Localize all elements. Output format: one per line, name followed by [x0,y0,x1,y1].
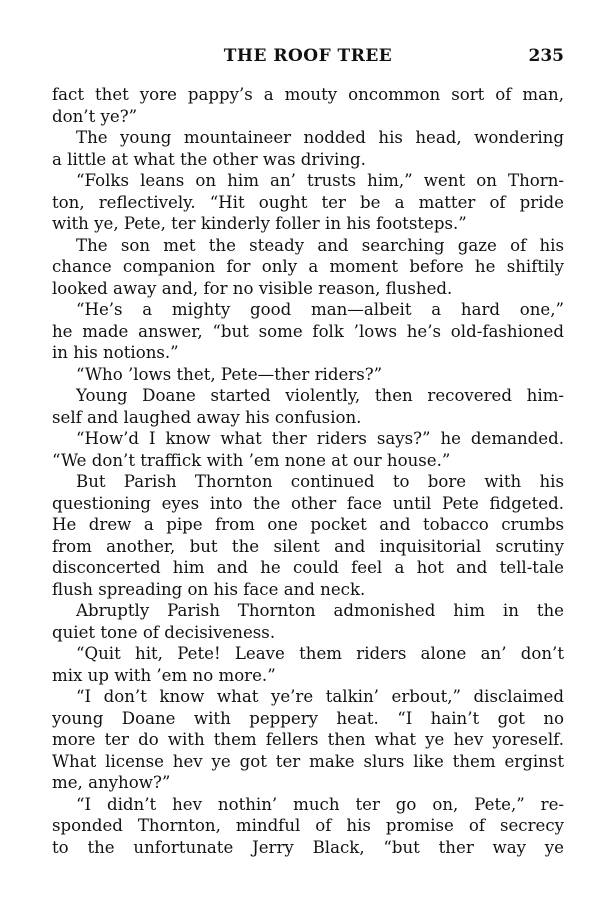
text-line: “Quit hit, Pete! Leave them riders alone an’ don’t [76,644,564,663]
text-line: a little at what the other was driving. [52,149,366,169]
text-line: looked away and, for no visible reason, flushed. [52,278,453,298]
text-line: me, anyhow?” [52,773,171,792]
text-line: “How’d I know what ther riders says?” he demanded. [76,429,564,448]
text-line: “We don’t traffick with ’em none at our house.” [52,450,451,470]
text-line: with ye, Pete, ter kinderly foller in his footsteps.” [52,214,467,233]
text-line: ton, reflectively. “Hit ought ter be a matter of pride [52,192,564,212]
text-line: young Doane with peppery heat. “I hain’t got no [52,708,564,728]
text-line: mix up with ’em no more.” [52,665,276,685]
text-line: What license hev ye got ter make slurs like them erginst [52,751,564,771]
text-line: Young Doane started violently, then recovered him- [76,386,564,405]
text-line: quiet tone of decisiveness. [52,622,276,642]
text-line: self and laughed away his confusion. [52,407,362,427]
text-line: questioning eyes into the other face until Pete fidgeted. [52,493,564,513]
text-line: The young mountaineer nodded his head, wondering [76,128,564,147]
text-line: more ter do with them fellers then what ye hev yoreself. [52,730,564,749]
text-line: “Who ’lows thet, Pete—ther riders?” [76,364,383,384]
text-line: from another, but the silent and inquisitorial scrutiny [52,536,564,556]
text-line: he made answer, “but some folk ’lows he’s old-fashioned [52,321,564,341]
running-header [52,46,564,72]
text-line: to the unfortunate Jerry Black, “but ther way ye [52,837,564,857]
body-text [52,84,564,858]
text-line: chance companion for only a moment before he shiftily [52,257,564,276]
text-line: in his notions.” [52,343,179,362]
text-line: don’t ye?” [52,106,138,126]
text-line: Abruptly Parish Thornton admonished him in the [76,601,564,620]
text-line: “I don’t know what ye’re talkin’ erbout,” disclaimed [76,687,564,706]
text-line: He drew a pipe from one pocket and tobacco crumbs [52,515,564,534]
text-line: sponded Thornton, mindful of his promise of secrecy [52,816,564,835]
page-number: 235 [528,46,564,66]
text-line: “Folks leans on him an’ trusts him,” went on Thorn- [76,171,564,190]
text-line: But Parish Thornton continued to bore with his [76,472,564,491]
text-line: “I didn’t hev nothin’ much ter go on, Pete,” re- [76,794,564,814]
text-line: The son met the steady and searching gaze of his [76,235,564,255]
running-title: THE ROOF TREE [223,46,393,66]
text-line: “He’s a mighty good man—albeit a hard one,” [76,300,564,319]
text-line: flush spreading on his face and neck. [52,579,366,599]
text-line: disconcerted him and he could feel a hot and tell-tale [52,558,564,577]
text-line: fact thet yore pappy’s a mouty oncommon sort of man, [52,85,564,104]
